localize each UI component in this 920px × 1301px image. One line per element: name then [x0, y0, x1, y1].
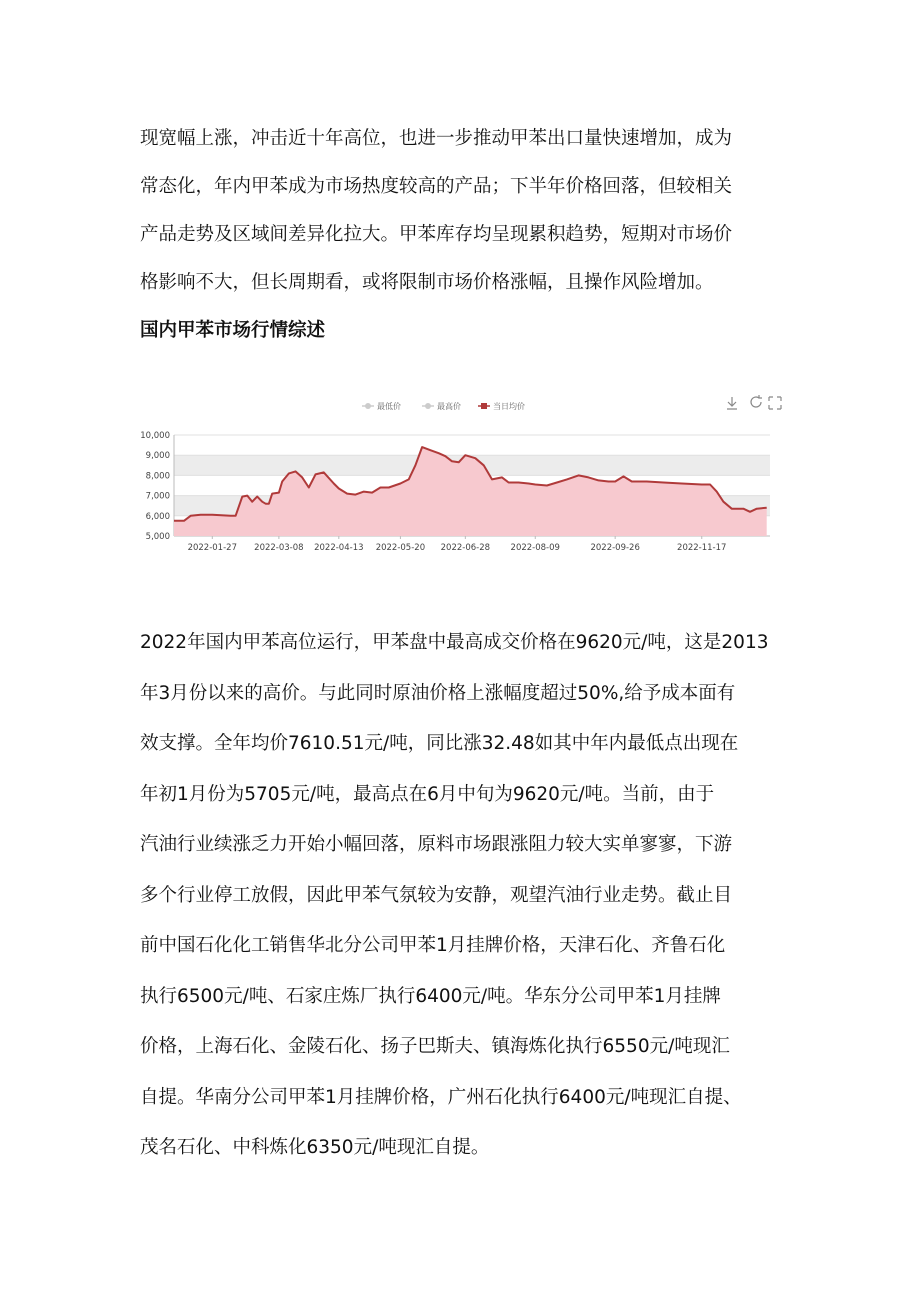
text-line: 效支撑。全年均价7610.51元/吨，同比涨32.48如其中年内最低点出现在	[140, 733, 739, 754]
y-tick-label: 6,000	[145, 511, 170, 522]
section-heading: 国内甲苯市场行情综述	[140, 320, 326, 341]
refresh-icon[interactable]	[751, 395, 762, 407]
legend-label: 当日均价	[493, 402, 525, 411]
x-tick-label: 2022-11-17	[677, 543, 727, 553]
x-tick-label: 2022-05-20	[375, 543, 426, 553]
legend-marker	[425, 403, 431, 409]
legend-label: 最低价	[377, 402, 401, 411]
price-chart	[136, 388, 786, 558]
text-line: 前中国石化化工销售华北分公司甲苯1月挂牌价格，天津石化、齐鲁石化	[140, 935, 726, 956]
expand-icon[interactable]	[769, 397, 781, 409]
download-icon[interactable]	[727, 397, 737, 409]
x-tick-label: 2022-03-08	[254, 543, 304, 553]
paragraph-2	[140, 618, 800, 1174]
x-tick-label: 2022-06-28	[440, 543, 491, 553]
text-line: 年初1月份为5705元/吨，最高点在6月中旬为9620元/吨。当前，由于	[140, 783, 715, 805]
text-line: 2022年国内甲苯高位运行，甲苯盘中最高成交价格在9620元/吨，这是2013	[140, 632, 769, 653]
x-tick-label: 2022-04-13	[314, 543, 364, 553]
text-line: 现宽幅上涨，冲击近十年高位，也进一步推动甲苯出口量快速增加，成为	[140, 128, 733, 149]
text-line: 执行6500元/吨、石家庄炼厂执行6400元/吨。华东分公司甲苯1月挂牌	[140, 985, 721, 1007]
y-tick-label: 7,000	[145, 491, 170, 502]
text-line: 格影响不大，但长周期看，或将限制市场价格涨幅，且操作风险增加。	[140, 272, 714, 293]
legend-marker	[481, 403, 487, 409]
text-line: 价格，上海石化、金陵石化、扬子巴斯夫、镇海炼化执行6550元/吨现汇	[140, 1036, 730, 1057]
text-line: 多个行业停工放假，因此甲苯气氛较为安静，观望汽油行业走势。截止目	[140, 884, 733, 906]
x-tick-label: 2022-08-09	[510, 543, 560, 553]
text-line: 产品走势及区域间差异化拉大。甲苯库存均呈现累积趋势，短期对市场价	[140, 224, 733, 245]
text-line: 自提。华南分公司甲苯1月挂牌价格，广州石化执行6400元/吨现汇自提、	[140, 1086, 742, 1108]
x-tick-label: 2022-09-26	[590, 543, 640, 553]
x-tick-label: 2022-01-27	[187, 543, 237, 553]
text-line: 年3月份以来的高价。与此同时原油价格上涨幅度超过50%,给予成本面有	[140, 682, 736, 704]
legend-marker	[365, 403, 371, 409]
text-line: 常态化，年内甲苯成为市场热度较高的产品；下半年价格回落，但较相关	[140, 176, 733, 197]
y-tick-label: 9,000	[145, 451, 170, 462]
legend-label: 最高价	[437, 402, 461, 411]
y-tick-label: 10,000	[140, 431, 170, 441]
text-line: 茂名石化、中科炼化6350元/吨现汇自提。	[140, 1137, 490, 1158]
y-tick-label: 8,000	[145, 471, 170, 482]
y-tick-label: 5,000	[145, 532, 170, 542]
text-line: 汽油行业续涨乏力开始小幅回落，原料市场跟涨阻力较大实单寥寥，下游	[140, 834, 733, 855]
paragraph-1	[140, 115, 800, 307]
